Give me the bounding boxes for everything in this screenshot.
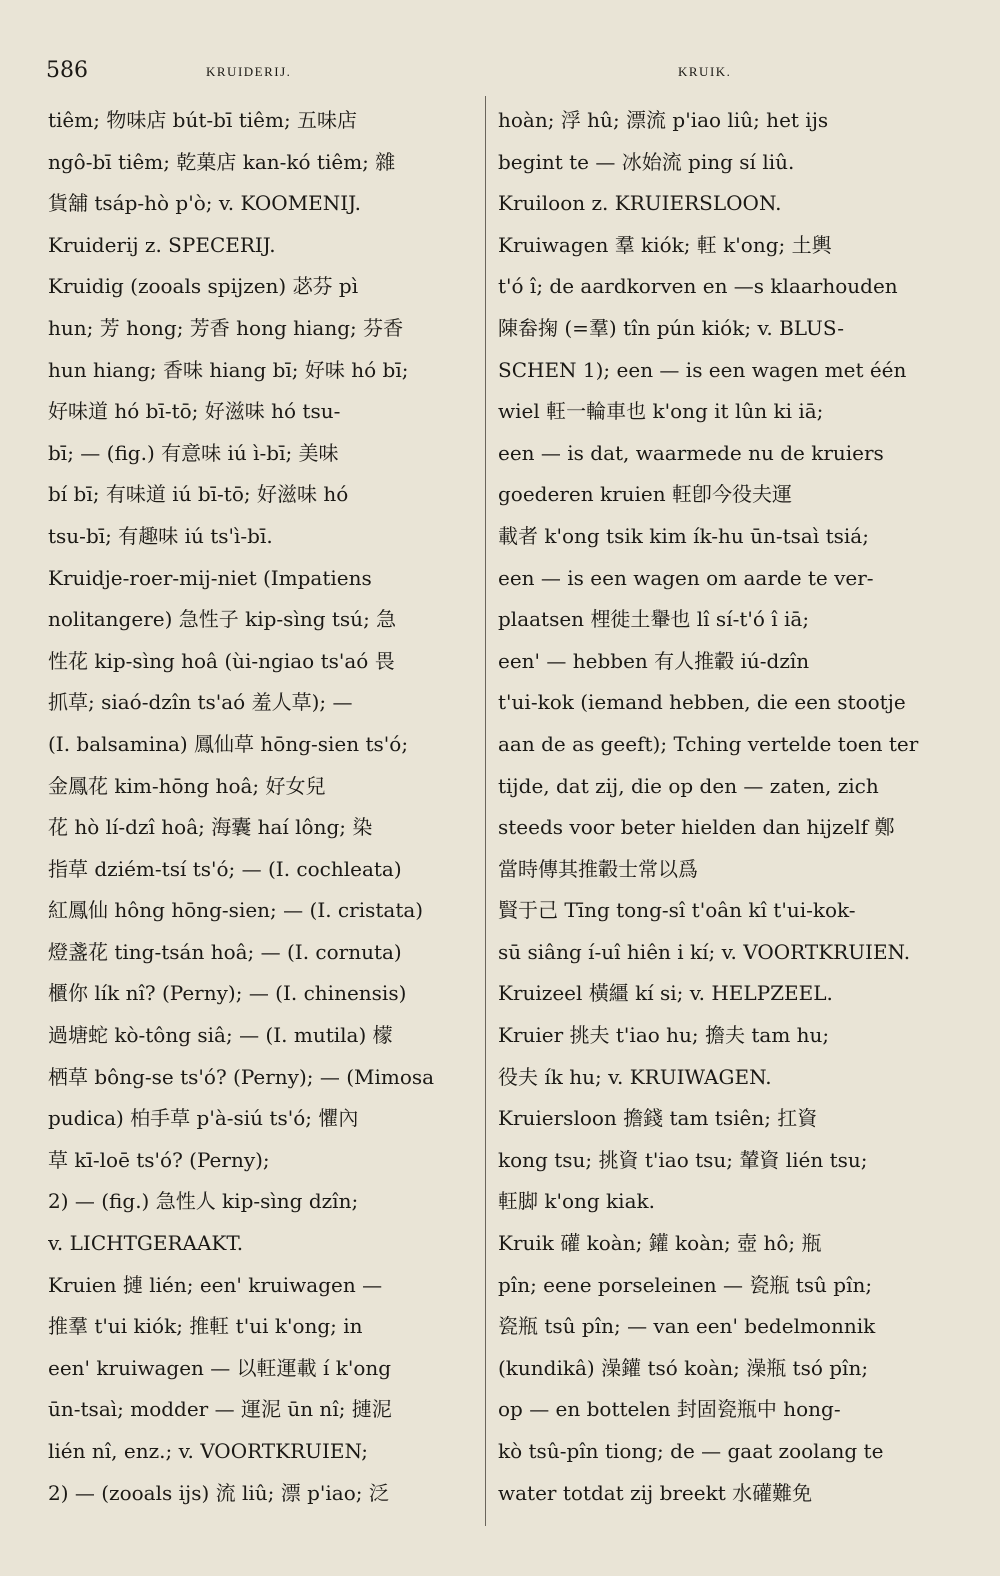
text-line: tiêm; 物味店 bút-bī tiêm; 五味店	[48, 108, 358, 132]
text-line: 燈盞花 ting-tsán hoâ; — (I. cornuta)	[48, 939, 402, 964]
text-line: 賢于己 Tīng tong-sî t'oân kî t'ui-kok-	[498, 898, 856, 923]
text-line: sū siâng í-uî hiên i kí; v. VOORTKRUIEN.	[498, 939, 911, 964]
text-line: 性花 kip-sìng hoâ (ùi-ngiao ts'aó 畏	[48, 648, 395, 673]
text-line: aan de as geeft); Tching vertelde toen ter	[498, 731, 919, 756]
text-line: pudica) 柏手草 p'à-siú ts'ó; 懼內	[48, 1106, 359, 1131]
text-line: Kruier 挑夫 t'iao hu; 擔夫 tam hu;	[498, 1023, 830, 1048]
text-line: een — is dat, waarmede nu de kruiers	[498, 440, 884, 465]
text-line: 瓷瓶 tsû pîn; — van een' bedelmonnik	[498, 1314, 876, 1339]
text-line: nolitangere) 急性子 kip-sìng tsú; 急	[48, 607, 397, 632]
text-line: t'ó î; de aardkorven en —s klaarhouden	[498, 274, 898, 299]
text-line: 過塘蛇 kò-tông siâ; — (I. mutila) 檬	[48, 1023, 393, 1048]
text-line: plaatsen 梩徙土轝也 lî sí-t'ó î iā;	[498, 607, 810, 632]
text-line: begint te — 冰始流 ping sí liû.	[498, 149, 795, 174]
text-line: goederen kruien 軖卽今役夫運	[498, 482, 792, 507]
text-line: bī; — (fig.) 有意味 iú ì-bī; 美味	[48, 440, 339, 465]
text-line: v. LICHTGERAAKT.	[48, 1231, 244, 1256]
text-line: hun; 芳 hong; 芳香 hong hiang; 芬香	[48, 315, 404, 340]
text-line: kong tsu; 挑資 t'iao tsu; 輦資 lién tsu;	[498, 1147, 868, 1172]
text-line: 推羣 t'ui kiók; 推軖 t'ui k'ong; in	[48, 1314, 363, 1339]
text-line: 陳畚掬 (=羣) tîn pún kiók; v. BLUS-	[498, 315, 845, 340]
page-number: 586	[46, 58, 88, 83]
text-line: 櫃你 lík nî? (Perny); — (I. chinensis)	[48, 981, 407, 1006]
text-line: 草 kī-loē ts'ó? (Perny);	[48, 1147, 270, 1172]
running-head-left: KRUIDERIJ.	[206, 64, 292, 79]
text-line: een — is een wagen om aarde te ver-	[498, 565, 874, 590]
text-line: 指草 dziém-tsí ts'ó; — (I. cochleata)	[48, 856, 402, 881]
text-line: 栖草 bông-se ts'ó? (Perny); — (Mimosa	[48, 1064, 435, 1089]
text-line: ngô-bī tiêm; 乾菓店 kan-kó tiêm; 雜	[48, 149, 396, 174]
running-head-right: KRUIK.	[678, 64, 732, 79]
text-line: Kruizeel 橫繮 kí si; v. HELPZEEL.	[498, 981, 833, 1006]
text-line: Kruiloon z. KRUIERSLOON.	[498, 191, 782, 216]
text-line: Kruiersloon 擔錢 tam tsiên; 扛資	[498, 1106, 818, 1131]
text-line: 2) — (zooals ijs) 流 liû; 漂 p'iao; 泛	[48, 1480, 389, 1505]
text-line: een' — hebben 有人推轂 iú-dzîn	[498, 648, 810, 673]
text-line: 紅鳳仙 hông hōng-sien; — (I. cristata)	[48, 898, 424, 923]
text-line: hun hiang; 香味 hiang bī; 好味 hó bī;	[48, 357, 409, 382]
text-line: 抓草; siaó-dzîn ts'aó 羞人草); —	[48, 690, 353, 715]
text-line: 當時傳其推轂士常以爲	[498, 856, 698, 881]
text-line: 載者 k'ong tsik kim ík-hu ūn-tsaì tsiá;	[498, 523, 869, 548]
column-divider	[485, 96, 486, 1526]
text-line: Kruidje-roer-mij-niet (Impatiens	[48, 565, 372, 590]
text-line: 金鳳花 kim-hōng hoâ; 好女兒	[48, 773, 326, 798]
text-line: een' kruiwagen — 以軖運載 í k'ong	[48, 1355, 392, 1380]
right-column	[498, 100, 934, 1514]
text-line: steeds voor beter hielden dan hijzelf 鄭	[498, 815, 895, 840]
text-line: op — en bottelen 封固瓷瓶中 hong-	[498, 1397, 841, 1422]
text-line: (I. balsamina) 鳳仙草 hōng-sien ts'ó;	[48, 731, 409, 756]
text-line: (kundikâ) 澡鑵 tsó koàn; 澡瓶 tsó pîn;	[498, 1355, 869, 1380]
text-line: hoàn; 浮 hû; 漂流 p'iao liû; het ijs	[498, 108, 829, 132]
text-line: SCHEN 1); een — is een wagen met één	[498, 357, 907, 382]
text-line: tijde, dat zij, die op den — zaten, zich	[498, 773, 879, 798]
text-line: 軖脚 k'ong kiak.	[498, 1189, 655, 1214]
text-line: kò tsû-pîn tiong; de — gaat zoolang te	[498, 1439, 884, 1463]
text-line: 2) — (fig.) 急性人 kip-sìng dzîn;	[48, 1189, 359, 1214]
text-line: 貨舖 tsáp-hò p'ò; v. KOOMENIJ.	[48, 191, 361, 216]
page-header	[46, 58, 946, 92]
text-line: 花 hò lí-dzî hoâ; 海囊 haí lông; 染	[48, 815, 373, 840]
text-line: t'ui-kok (iemand hebben, die een stootje	[498, 690, 906, 715]
text-line: 役夫 ík hu; v. KRUIWAGEN.	[498, 1064, 772, 1089]
text-line: Kruiwagen 羣 kiók; 軖 k'ong; 土輿	[498, 232, 832, 257]
text-line: Kruien 摙 lién; een' kruiwagen —	[48, 1272, 383, 1297]
text-line: 好味道 hó bī-tō; 好滋味 hó tsu-	[48, 399, 341, 424]
text-line: wiel 軖一輪車也 k'ong it lûn ki iā;	[498, 399, 824, 424]
text-line: Kruidig (zooals spijzen) 苾芬 pì	[48, 274, 359, 299]
text-line: water totdat zij breekt 水礶難免	[498, 1480, 813, 1505]
left-column	[48, 100, 484, 1514]
text-line: bí bī; 有味道 iú bī-tō; 好滋味 hó	[48, 482, 349, 507]
text-line: ūn-tsaì; modder — 運泥 ūn nî; 摙泥	[48, 1397, 392, 1422]
text-line: tsu-bī; 有趣味 iú ts'ì-bī.	[48, 523, 273, 548]
text-line: Kruik 礶 koàn; 鑵 koàn; 壺 hô; 瓶	[498, 1231, 822, 1256]
text-line: lién nî, enz.; v. VOORTKRUIEN;	[48, 1439, 369, 1463]
text-line: Kruiderij z. SPECERIJ.	[48, 232, 276, 257]
text-line: pîn; eene porseleinen — 瓷瓶 tsû pîn;	[498, 1272, 873, 1297]
